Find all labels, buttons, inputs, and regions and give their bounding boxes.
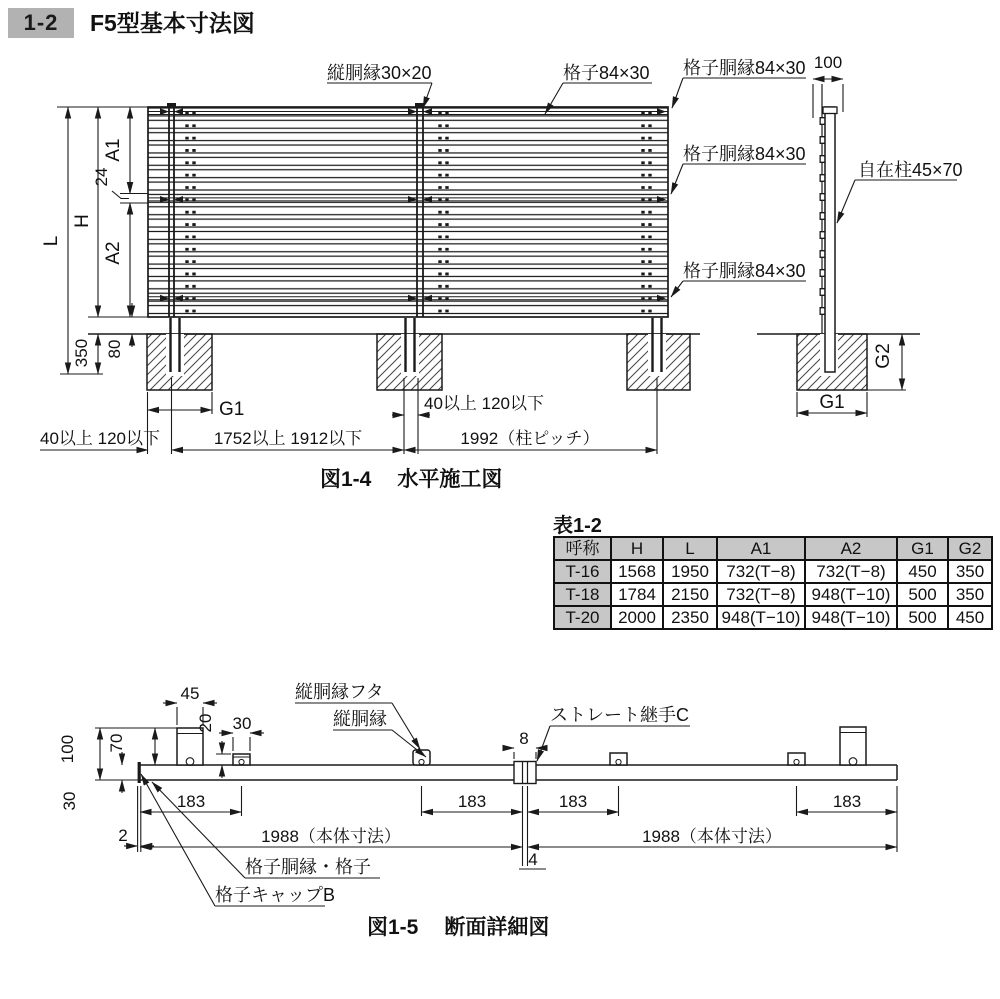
label-koshi-cap-b: 格子キャップB: [215, 885, 336, 905]
table-title: 表1-2: [553, 515, 602, 537]
dim-range-1752-1912: 1752以上 1912以下: [213, 429, 363, 448]
dim-pitch-1992: 1992（柱ピッチ）: [460, 429, 600, 448]
data-cell: T-18: [554, 583, 611, 606]
page-title: F5型基本寸法図: [90, 10, 255, 36]
dim-A2: A2: [103, 241, 124, 265]
data-cell: 2150: [663, 583, 717, 606]
section-bar: [138, 727, 897, 784]
dim-100: 100: [813, 53, 843, 72]
post-side-view: [797, 84, 867, 390]
dim-L: L: [41, 235, 62, 247]
data-cell: 1568: [611, 560, 663, 583]
figure-1-5-drawing: [0, 678, 1000, 910]
dim-A1: A1: [103, 138, 124, 162]
label-koshi-dobuchi-1: 格子胴縁84×30: [683, 58, 806, 78]
label-koshi-dobuchi-2: 格子胴縁84×30: [683, 144, 806, 164]
dim-1988-right: 1988（本体寸法）: [642, 827, 782, 846]
label-koshi: 格子84×30: [563, 63, 650, 83]
dim-80: 80: [105, 339, 124, 359]
fence-panel-front: [148, 103, 668, 317]
table-row: [554, 560, 992, 583]
dim-183-4: 183: [832, 792, 862, 811]
header-cell: A2: [805, 537, 897, 560]
header-cell: H: [611, 537, 663, 560]
dim-G1-front: G1: [219, 399, 245, 420]
data-cell: 948(T−10): [805, 583, 897, 606]
table-row: [554, 606, 992, 629]
header-cell: L: [663, 537, 717, 560]
data-cell: T-16: [554, 560, 611, 583]
dim-G1-side: G1: [819, 392, 845, 413]
dim-range-40-120-mid: 40以上 120以下: [424, 394, 544, 413]
figure-1-4-caption: 図1-4 水平施工図: [320, 468, 503, 491]
header-cell: A1: [717, 537, 805, 560]
data-cell: 2350: [663, 606, 717, 629]
joint-collar: [514, 762, 536, 784]
data-cell: 450: [948, 606, 992, 629]
dim-30-top: 30: [232, 714, 252, 733]
data-cell: 732(T−8): [717, 583, 805, 606]
data-cell: 350: [948, 560, 992, 583]
label-koshi-dobuchi-koshi: 格子胴縁・格子: [245, 857, 371, 877]
label-koshi-dobuchi-3: 格子胴縁84×30: [683, 261, 806, 281]
data-cell: 2000: [611, 606, 663, 629]
data-cell: 948(T−10): [805, 606, 897, 629]
figure-1-5-caption: 図1-5 断面詳細図: [367, 916, 550, 939]
dim-H: H: [72, 214, 93, 228]
dim-183-3: 183: [558, 792, 588, 811]
dim-350: 350: [72, 338, 91, 368]
dim-30-left: 30: [60, 791, 79, 811]
header-cell: G2: [948, 537, 992, 560]
dim-100-section: 100: [58, 734, 77, 764]
dim-4: 4: [528, 850, 538, 869]
dim-183-1: 183: [176, 792, 206, 811]
label-tate-dobuchi-futa: 縦胴縁フタ: [295, 682, 384, 702]
dim-range-40-120-left: 40以上 120以下: [40, 429, 160, 448]
data-cell: 732(T−8): [717, 560, 805, 583]
ground-and-footings: [88, 318, 920, 390]
section-badge: 1-2: [8, 8, 74, 38]
dim-70: 70: [107, 733, 126, 753]
data-cell: 732(T−8): [805, 560, 897, 583]
table-row: [554, 583, 992, 606]
dim-24: 24: [92, 167, 111, 187]
dim-G2: G2: [873, 343, 894, 369]
data-cell: 350: [948, 583, 992, 606]
label-jizai-bashira: 自在柱45×70: [858, 160, 963, 180]
label-straight-joint: ストレート継手C: [550, 705, 689, 725]
figure-1-4-drawing: [0, 45, 1000, 457]
rail-section-with-cap: [413, 750, 430, 765]
dim-2: 2: [118, 826, 128, 845]
table-header-row: [554, 537, 992, 560]
data-cell: T-20: [554, 606, 611, 629]
dim-183-2: 183: [457, 792, 487, 811]
data-cell: 450: [897, 560, 948, 583]
dim-45: 45: [180, 684, 200, 703]
label-tate-dobuchi-section: 縦胴縁: [333, 709, 387, 729]
data-cell: 1784: [611, 583, 663, 606]
data-cell: 500: [897, 583, 948, 606]
dim-8: 8: [519, 729, 529, 748]
data-cell: 948(T−10): [717, 606, 805, 629]
spec-table: [553, 536, 993, 630]
header-cell: G1: [897, 537, 948, 560]
header-cell: 呼称: [554, 537, 611, 560]
jizai-post: [825, 107, 835, 372]
dim-20: 20: [196, 713, 215, 733]
dim-1988-left: 1988（本体寸法）: [261, 827, 401, 846]
data-cell: 1950: [663, 560, 717, 583]
label-tate-dobuchi: 縦胴縁30×20: [327, 63, 432, 83]
data-cell: 500: [897, 606, 948, 629]
